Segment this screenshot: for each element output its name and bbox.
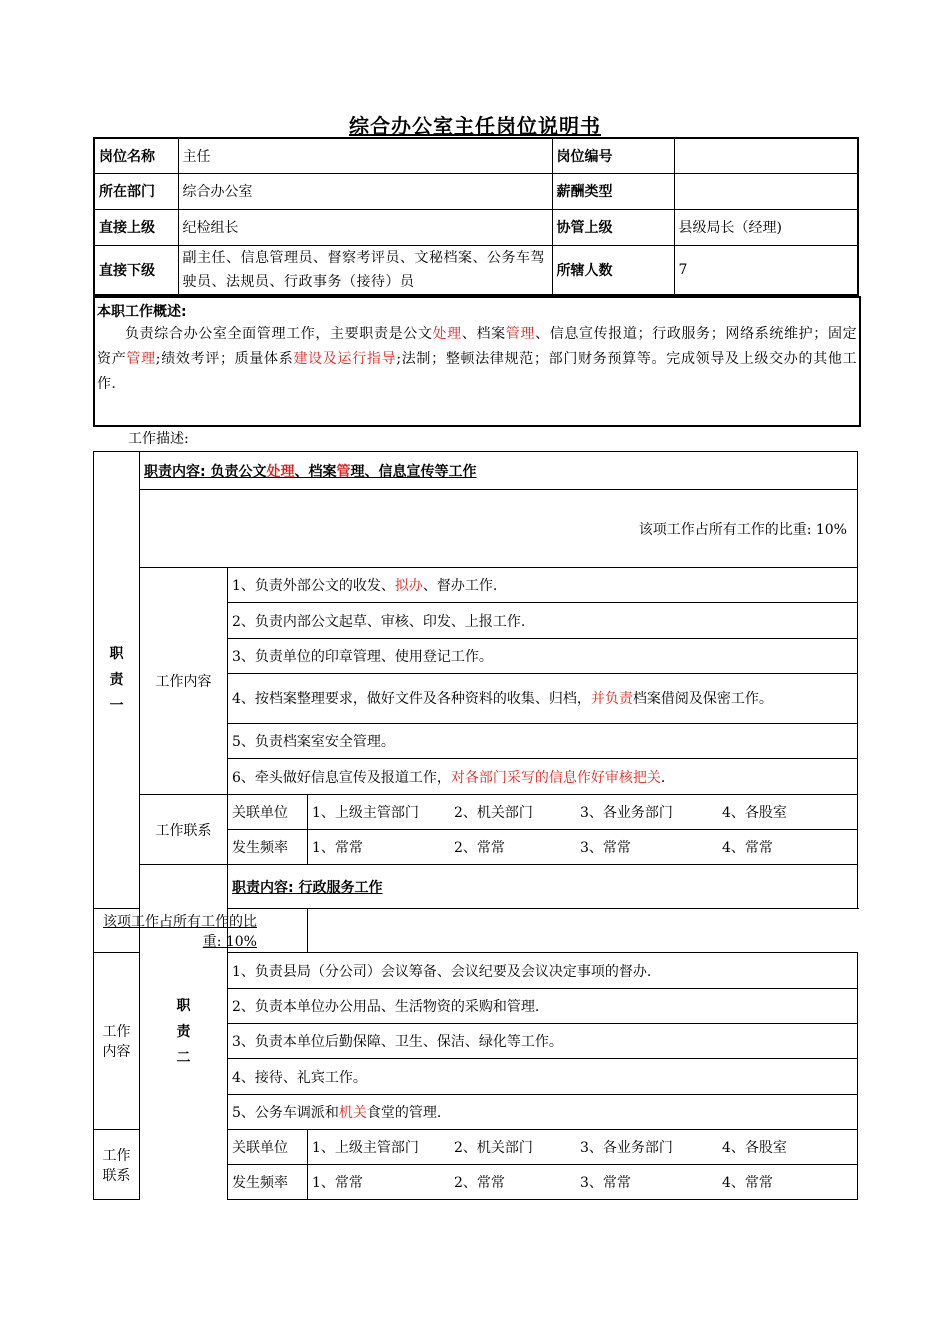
info-value <box>674 138 858 173</box>
duty-ratio: 该项工作占所有工作的比重: 10% <box>94 909 308 953</box>
duty-heading: 职责内容: 负责公文处理、档案管理、信息宣传等工作 <box>140 452 858 490</box>
duties-table <box>93 451 858 1200</box>
summary-heading: 本职工作概述: <box>97 304 187 320</box>
duty-side-label: 职 责 一 <box>94 452 140 909</box>
info-value: 综合办公室 <box>178 173 552 209</box>
info-value: 7 <box>674 245 858 295</box>
duty-item: 4、接待、礼宾工作。 <box>228 1059 858 1095</box>
duty-side-label: 职 责 二 <box>140 865 228 1200</box>
work-content-label: 工作内容 <box>94 953 140 1130</box>
info-row <box>94 173 858 209</box>
info-value: 副主任、信息管理员、督察考评员、文秘档案、公务车驾驶员、法规员、行政事务（接待）员 <box>178 245 552 295</box>
info-label: 岗位编号 <box>552 138 674 173</box>
duty-item: 3、负责本单位后勤保障、卫生、保洁、绿化等工作。 <box>228 1024 858 1059</box>
duty-item: 1、负责外部公文的收发、拟办、督办工作. <box>228 568 858 603</box>
work-relation-label: 工作联系 <box>140 795 228 865</box>
info-value <box>674 173 858 209</box>
page-title: 综合办公室主任岗位说明书 <box>349 114 601 138</box>
info-value: 主任 <box>178 138 552 173</box>
duty-item: 5、公务车调派和机关食堂的管理. <box>228 1095 858 1130</box>
info-value: 县级局长（经理) <box>674 209 858 245</box>
duty-header-row <box>94 865 858 909</box>
duty-item: 4、按档案整理要求，做好文件及各种资料的收集、归档，并负责档案借阅及保密工作。 <box>228 674 858 724</box>
unit-values: 1、上级主管部门 2、机关部门 3、各业务部门 4、各股室 <box>308 1130 858 1165</box>
info-label: 直接下级 <box>94 245 178 295</box>
duty-ratio: 该项工作占所有工作的比重: 10% <box>140 490 858 568</box>
freq-label: 发生频率 <box>228 1165 308 1200</box>
info-value: 纪检组长 <box>178 209 552 245</box>
freq-label: 发生频率 <box>228 830 308 865</box>
unit-label: 关联单位 <box>228 795 308 830</box>
job-summary <box>93 296 861 427</box>
work-content-label: 工作内容 <box>140 568 228 795</box>
relation-unit-row <box>94 795 858 830</box>
info-label: 所在部门 <box>94 173 178 209</box>
info-label: 薪酬类型 <box>552 173 674 209</box>
freq-values: 1、常常 2、常常 3、常常 4、常常 <box>308 830 858 865</box>
unit-values: 1、上级主管部门 2、机关部门 3、各业务部门 4、各股室 <box>308 795 858 830</box>
duty-item: 5、负责档案室安全管理。 <box>228 724 858 759</box>
work-description-label: 工作描述: <box>128 431 189 447</box>
info-row <box>94 138 858 173</box>
duty-ratio-row <box>94 490 858 568</box>
list-item <box>94 568 858 603</box>
job-info-table <box>93 137 859 296</box>
duty-item: 3、负责单位的印章管理、使用登记工作。 <box>228 639 858 674</box>
duty-header-row <box>94 452 858 490</box>
duty-item: 2、负责内部公文起草、审核、印发、上报工作. <box>228 603 858 639</box>
info-label: 所辖人数 <box>552 245 674 295</box>
duty-heading: 职责内容: 行政服务工作 <box>228 865 858 909</box>
info-label: 协管上级 <box>552 209 674 245</box>
summary-text: 负责综合办公室全面管理工作，主要职责是公文处理、档案管理、信息宣传报道；行政服务；网络系统维护；固定资产管理;绩效考评；质量体系建设及运行指导;法制；整顿法律规范；部门财务预算等。完成领导及上级交办的其他工作. <box>97 326 857 392</box>
info-row <box>94 209 858 245</box>
info-label: 岗位名称 <box>94 138 178 173</box>
unit-label: 关联单位 <box>228 1130 308 1165</box>
info-label: 直接上级 <box>94 209 178 245</box>
duty-item: 1、负责县局（分公司）会议筹备、会议纪要及会议决定事项的督办. <box>228 953 858 989</box>
freq-values: 1、常常 2、常常 3、常常 4、常常 <box>308 1165 858 1200</box>
duty-ratio-row <box>94 909 858 953</box>
work-relation-label: 工作联系 <box>94 1130 140 1200</box>
duty-item: 6、牵头做好信息宣传及报道工作，对各部门采写的信息作好审核把关. <box>228 759 858 795</box>
info-row <box>94 245 858 295</box>
duty-item: 2、负责本单位办公用品、生活物资的采购和管理. <box>228 989 858 1024</box>
